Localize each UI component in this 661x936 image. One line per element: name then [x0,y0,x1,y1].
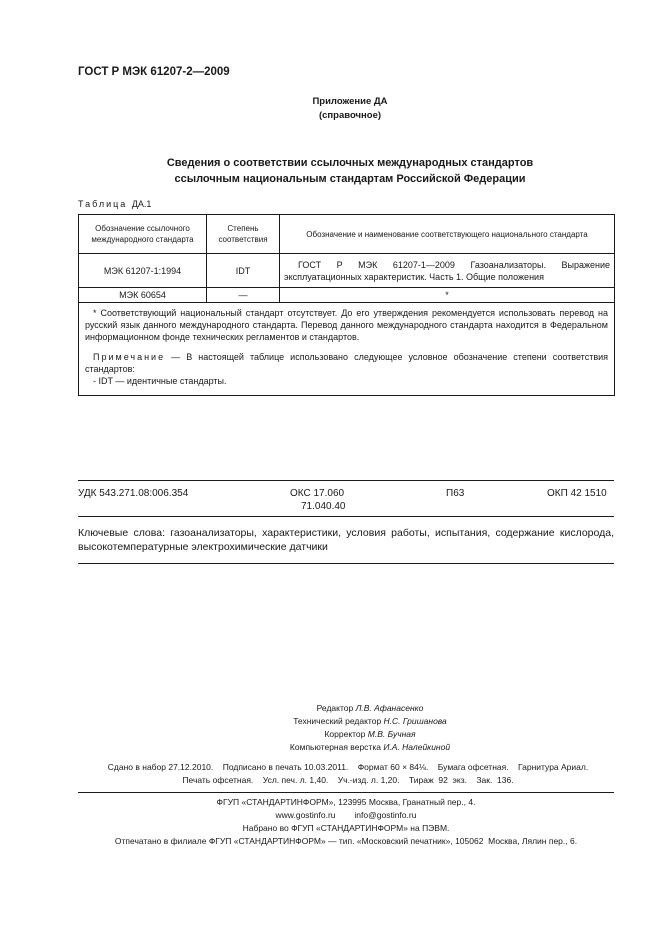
divider-top [78,480,614,481]
oks-code-1: ОКС 17.060 [290,488,345,499]
publisher-line4: Отпечатано в филиале ФГУП «СТАНДАРТИНФОРМ» — тип. «Московский печатник», 105062 Москва, Лялин пер., 6. [114,836,578,846]
header-ref-standard: Обозначение ссылочного международного стандарта [79,215,207,254]
udk-code: УДК 543.271.08:006.354 [78,488,189,499]
layout-role: Компьютерная верстка [289,742,381,752]
keywords: Ключевые слова: газоанализаторы, характеристики, условия работы, испытания, содержание кислорода, высокотемпературные электрохимические датчики [78,527,614,553]
table-label [78,199,151,209]
divider-publisher [78,792,614,793]
editorial-line [200,729,540,739]
corrector-role: Корректор [324,729,366,739]
header-degree: Степень соответствия [207,215,280,254]
cell-ref-standard: МЭК 61207-1:1994 [79,254,207,288]
group-code: П63 [446,488,465,499]
imprint-line2: Печать офсетная. Усл. печ. л. 1,40. Уч.-изд. л. 1,20. Тираж 92 экз. Зак. 136. [182,775,514,785]
corrector-name: М.В. Бучная [367,729,416,739]
publisher-line1: ФГУП «СТАНДАРТИНФОРМ», 123995 Москва, Гранатный пер., 4. [216,797,476,807]
publisher-line3: Набрано во ФГУП «СТАНДАРТИНФОРМ» на ПЭВМ. [242,823,450,833]
tech-editor-role: Технический редактор [293,716,382,726]
cell-national-standard: * [280,288,615,303]
correspondence-table [78,214,615,396]
appendix-subtitle: (справочное) [318,110,382,121]
editorial-line [200,703,540,713]
layout-name: И.А. Налейкиной [383,742,451,752]
header-national-standard: Обозначение и наименование соответствующего национального стандарта [280,215,615,254]
tech-editor-name: Н.С. Гришанова [383,716,447,726]
table-header-row [79,215,615,254]
note-word: Примечание [93,352,166,362]
table-row [79,288,615,303]
publisher-line2: www.gostinfo.ru info@gostinfo.ru [275,810,417,820]
cell-ref-standard: МЭК 60654 [79,288,207,303]
oks-code-2: 71.040.40 [301,501,346,512]
editorial-line [200,742,540,752]
okp-code: ОКП 42 1510 [547,488,607,499]
section-title-line1: Сведения о соответствии ссылочных международных стандартов [166,157,534,169]
document-code: ГОСТ Р МЭК 61207-2—2009 [78,66,230,78]
editor-name: Л.В. Афанасенко [355,703,424,713]
editor-role: Редактор [316,703,354,713]
table-row [79,254,615,288]
cell-degree: — [207,288,280,303]
footnote-text: * Соответствующий национальный стандарт отсутствует. До его утверждения рекомендуется использовать перевод на русский язык данного международного стандарта. Перевод данного международного стандарта находится в Федеральном информационном фонде технических регламентов и стандартов. [85,308,608,342]
section-title-line2: ссылочным национальным стандартам Российской Федерации [174,173,526,185]
note-paragraph [85,351,608,375]
table-label-word: Таблица [78,199,128,209]
table-footnote-row [79,303,615,396]
note-text: — В настоящей таблице использовано следующее условное обозначение степени соответствия стандартов: [85,352,608,374]
cell-degree: IDT [207,254,280,288]
table-label-number: ДА.1 [131,199,152,209]
divider-keywords-top [78,516,614,517]
divider-keywords-bottom [78,563,614,564]
editorial-line [200,716,540,726]
cell-national-standard: ГОСТ Р МЭК 61207-1—2009 Газоанализаторы. Выражение эксплуатационных характеристик. Часть 1. Общие положения [280,254,615,288]
appendix-title: Приложение ДА [312,96,388,107]
imprint-line1: Сдано в набор 27.12.2010. Подписано в печать 10.03.2011. Формат 60 × 84⅛. Бумага офсетная. Гарнитура Ариал. [107,762,589,772]
note-item: - IDT — идентичные стандарты. [93,376,227,386]
table-footnote-cell [79,303,615,396]
